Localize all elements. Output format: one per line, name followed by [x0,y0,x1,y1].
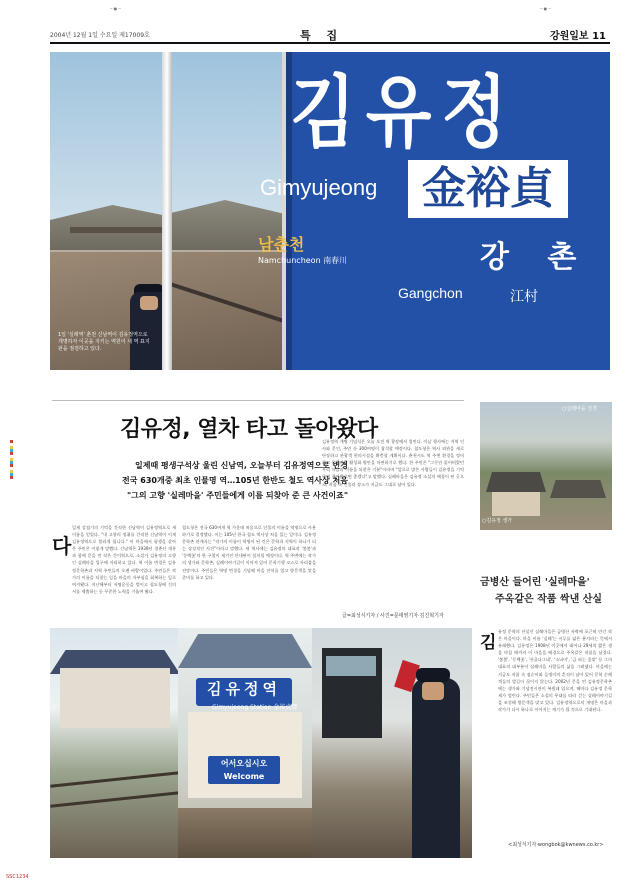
village-photo-caption: ○실레마을 전경 [562,406,597,412]
header-rule [50,42,610,44]
registration-mark: ─ ● ─ [540,6,551,11]
article-column-1: 일제 강점기의 기억을 간직한 신남역이 김유정역으로 새 이름을 얻었다. "내 고향의 정취를 간직한 신남역이 이제 김유정역으로 불리게 됩니다." 이 마을에서 평생을 살아온 주민은 이렇게 말했다. 신남역은 1939년 경춘선 개통과 함께 문을 연 작은 간이역으로, 소설가 김유정의 고향인 실레마을 입구에 자리하고 있다. 역 이름 변경은 김유정문학촌과 지역 주민들의 오랜 바람이었다. 주민들은 작가의 이름을 되찾는 일을 마을의 자부심을 회복하는 일로 여겨왔다. 지난해부터 서명운동을 벌이고 철도청에 건의서를 제출하는 등 꾸준한 노력을 기울여 왔다. [72,525,176,594]
deck-line: 전국 630개중 최초 인물명 역…105년 한반도 철도 역사상 처음 [122,476,348,485]
station-building-sign: 김유정역 [196,678,292,706]
registration-mark: ─ ● ─ [110,6,121,11]
old-station-photo [50,628,180,858]
side-dropcap: 김 [480,633,497,653]
deck-line: "그의 고향 '실레마을' 주민들에게 이름 되찾아 준 큰 사건이죠" [127,491,348,500]
welcome-korean: 어서오십시오 [220,759,268,768]
page-label: 강원일보 11 [549,31,606,42]
station-building-photo [178,628,312,858]
footer-code: SSC1234 [6,874,29,880]
section-title: 특 집 [300,29,344,42]
sign-next-station: 강 촌 [480,240,591,275]
article-deck [108,458,348,503]
conductor [412,678,460,858]
welcome-english: Welcome [223,772,265,781]
sign-station-roman: Gimyujeong [260,175,378,200]
article-byline: 글=최성식기자 / 사진=문태영기자·김진혁기자 [342,613,444,619]
side-title: 금병산 들어린 '실레마을' [480,577,590,588]
sign-next-station-hanja: 江村 [510,289,538,305]
sign-station-hanja: 金裕貞 [408,160,568,218]
sign-next-station-roman: Gangchon [398,285,463,301]
headline-rule [52,400,464,401]
train-conductor-photo [312,628,472,858]
sign-pole [162,52,172,370]
deck-line: 일제때 평생구석상 울린 신남역, 오늘부터 김유정역으로 변경 [135,461,348,470]
article-dropcap: 다 [52,534,72,558]
birthplace-photo-caption: ○김유정 생가 [482,518,513,524]
article-headline: 김유정, 열차 타고 돌아왔다 [120,417,378,442]
sign-station-name: 김유정 [290,67,518,159]
sign-prev-station-roman: Namchuncheon 南春川 [258,256,348,265]
side-subtitle: 주옥같은 작품 싹낸 산실 [495,594,603,605]
welcome-sign [208,756,280,784]
hero-caption: 1일 '실레역' 춘천 신남역이 김유정역으로 개명하자 이곳을 지키는 역원이 새 역 표지판을 점검하고 있다. [58,332,150,352]
sign-prev-station: 남춘천 [258,235,305,254]
side-byline: <최성식기자·wongbok@kwnews.co.kr> [508,842,604,848]
color-registration-bar [10,440,13,480]
article-column-3: 김유정역 개명 기념식은 오늘 오전 역 광장에서 열린다. 이날 행사에는 지역 인사와 문인, 주민 등 300여명이 참석할 예정이다. 철도청은 역사 외관을 새로 단장하고 관광객 편의시설을 확충할 계획이다. 춘천시도 역 주변 환경을 정비하고 문학관광 활성화 방안을 마련하기로 했다. 한 주민은 "그동안 잃어버렸던 우리 마을의 이름을 되찾은 기분"이라며 "앞으로 많은 사람들이 김유정을 기억하며 찾아왔으면 좋겠다"고 말했다. 실레마을은 김유정 소설의 배경이 된 곳으로, 작품 속 인물과 장소가 지금도 그대로 남아 있다. [322,439,464,487]
side-body: 유정 문학의 산실인 실레마을은 금병산 자락에 포근히 안긴 작은 마을이다. 마을 이름 '실레'는 시루를 닮은 분지라는 뜻에서 유래했다. 김유정은 1908년 이곳에서 태어나 29세의 짧은 생을 마칠 때까지 이 마을을 배경으로 주옥같은 작품을 남겼다. '봄봄', '동백꽃', '산골나그네', '소낙비', '금 따는 콩밭' 등 그의 대표작 대부분이 실레마을 사람들의 삶을 그려냈다. 마을에는 지금도 작품 속 점순이와 들병이의 흔적이 남아 있어 문학 순례객들의 발길이 끊이지 않는다. 2002년 문을 연 김유정문학촌에는 생가와 기념전시관이 복원돼 있으며, 해마다 김유정 문학제가 열린다. 주민들은 소설의 무대를 따라 걷는 실레이야기길을 조성해 방문객을 맞고 있다. 김유정역으로의 개명은 마을과 작가가 다시 하나로 이어지는 계기가 될 것으로 기대된다. [498,629,612,713]
article-column-2: 철도청은 전국 630여개 역 가운데 처음으로 인물의 이름을 역명으로 사용하기로 결정했다. 이는 105년 한국 철도 역사상 처음 있는 일이다. 김유정문학촌 관계자는 "작가의 이름이 역명이 된 것은 문학과 지역이 하나가 되는 상징적인 사건"이라고 말했다. 새 역사에는 김유정의 대표작 '봄봄'과 '동백꽃'의 한 구절이 새겨진 안내판이 설치될 예정이다. 역 주변에는 작가의 생가와 문학촌, 실레이야기길이 이어져 있어 문학기행 코스로 자리잡을 전망이다. 주민들은 역명 변경을 기념해 마을 잔치를 열고 방문객을 맞을 준비를 하고 있다. [182,525,316,580]
station-building-sign-roman: Gimyujeong Station 金裕貞驛 [212,704,298,711]
village-photo [480,402,612,530]
issue-date: 2004년 12월 1일 수요일 제17009호 [50,32,150,39]
